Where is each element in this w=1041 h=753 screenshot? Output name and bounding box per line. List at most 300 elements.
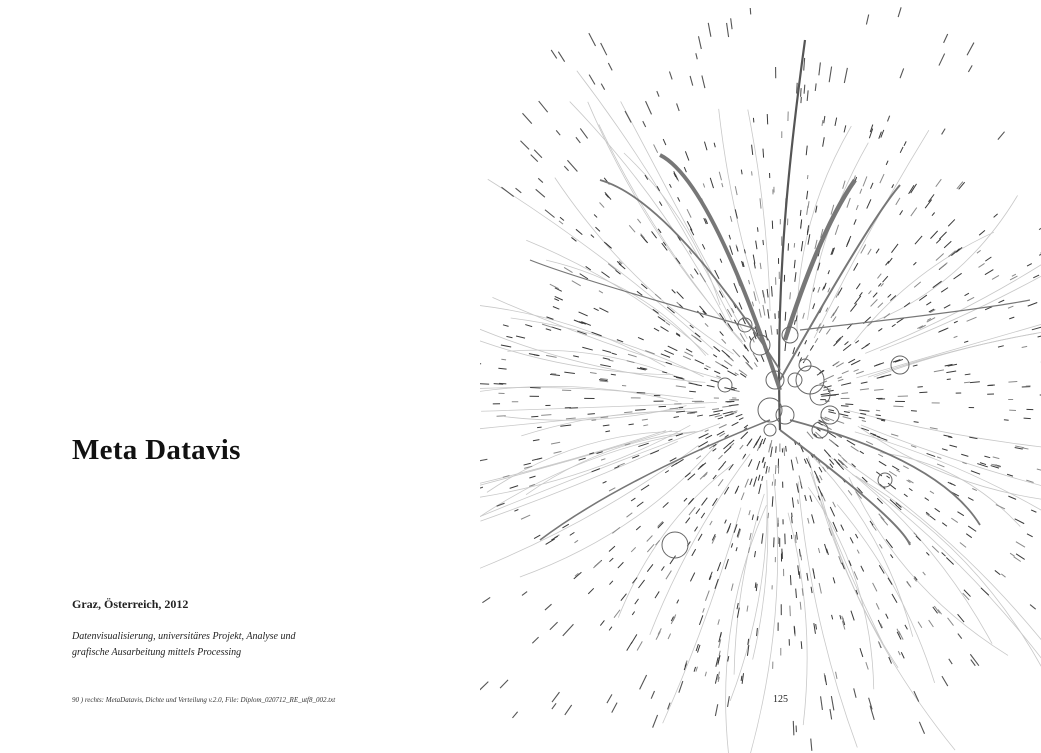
faint-curve <box>854 232 994 342</box>
density-dash <box>837 421 844 424</box>
faint-curve <box>808 456 955 750</box>
density-dash <box>735 186 737 195</box>
density-dash <box>834 306 839 314</box>
density-dash <box>719 424 727 428</box>
density-dash <box>771 325 772 334</box>
density-dash <box>822 120 823 126</box>
density-dash <box>855 534 857 538</box>
outer-dash <box>679 681 683 693</box>
density-dash <box>609 558 613 562</box>
density-dash <box>981 588 989 595</box>
faint-curve <box>874 327 1041 377</box>
node-circle <box>764 424 776 436</box>
density-dash <box>506 336 512 337</box>
density-dash <box>695 527 698 532</box>
outer-dash <box>550 622 558 630</box>
density-dash <box>808 518 809 524</box>
density-dash <box>930 231 937 239</box>
density-dash <box>501 359 506 360</box>
density-dash <box>1008 496 1016 499</box>
density-dash <box>985 270 993 275</box>
density-dash <box>752 515 753 520</box>
density-dash <box>992 275 999 279</box>
density-dash <box>792 497 793 507</box>
density-dash <box>800 602 801 610</box>
density-dash <box>654 328 659 331</box>
density-dash <box>993 457 1000 459</box>
density-dash <box>954 336 958 337</box>
outer-dash <box>958 634 962 639</box>
density-dash <box>609 488 615 491</box>
density-dash <box>629 225 635 232</box>
density-dash <box>566 418 576 419</box>
faint-curve <box>621 101 748 338</box>
density-dash <box>881 420 885 421</box>
outer-dash <box>801 88 802 97</box>
density-dash <box>873 293 877 298</box>
density-dash <box>901 652 904 658</box>
density-dash <box>724 360 732 366</box>
faint-curve <box>788 513 807 725</box>
density-dash <box>799 476 802 486</box>
outer-dash <box>536 189 545 197</box>
density-dash <box>870 183 873 189</box>
density-dash <box>823 137 825 146</box>
density-dash <box>796 589 797 598</box>
density-dash <box>1016 554 1025 560</box>
density-dash <box>663 502 669 507</box>
density-dash <box>944 241 951 248</box>
density-dash <box>643 425 648 426</box>
density-dash <box>609 627 612 631</box>
density-dash <box>730 216 732 222</box>
density-dash <box>911 208 917 216</box>
outer-dash <box>480 363 481 364</box>
density-dash <box>825 544 828 553</box>
density-dash <box>696 667 697 672</box>
density-dash <box>655 540 659 545</box>
density-dash <box>717 562 720 571</box>
outer-dash <box>998 132 1005 140</box>
density-dash <box>701 513 705 518</box>
density-dash <box>710 521 712 525</box>
density-dash <box>638 337 644 339</box>
outer-dash <box>545 604 552 610</box>
density-dash <box>757 227 758 231</box>
density-dash <box>859 410 869 411</box>
outer-dash <box>501 187 513 196</box>
faint-curve <box>480 424 720 546</box>
density-dash <box>796 532 797 540</box>
outer-dash <box>480 383 489 384</box>
density-dash <box>879 544 882 548</box>
density-dash <box>886 614 888 619</box>
density-dash <box>828 288 830 293</box>
density-dash <box>1022 346 1027 347</box>
density-dash <box>1009 317 1014 319</box>
density-dash <box>985 257 991 261</box>
density-dash <box>702 498 708 506</box>
density-dash <box>942 523 947 527</box>
faint-curve <box>810 472 882 643</box>
node-circle <box>810 385 830 405</box>
page-number: 125 <box>773 694 788 705</box>
faint-curve <box>726 505 767 753</box>
description-line: grafische Ausarbeitung mittels Processing <box>72 647 242 658</box>
density-dash <box>979 230 985 235</box>
density-dash <box>878 328 882 331</box>
density-dash <box>857 550 859 554</box>
outer-dash <box>821 696 823 710</box>
density-dash <box>951 518 957 522</box>
density-dash <box>904 494 908 497</box>
density-dash <box>698 534 702 541</box>
faint-curve <box>480 445 699 572</box>
density-dash <box>856 205 858 210</box>
density-dash <box>629 424 634 425</box>
density-dash <box>564 372 575 373</box>
figure-caption: 90 ) rechts: MetaDatavis, Dichte und Verteilung v.2.0, File: Diplom_020712_RE_utf8_002.txt <box>72 696 336 704</box>
density-dash <box>856 371 864 374</box>
density-dash <box>914 533 917 536</box>
density-dash <box>790 606 791 617</box>
density-dash <box>718 465 723 471</box>
density-dash <box>949 445 957 447</box>
density-dash <box>712 409 719 410</box>
density-dash <box>591 235 594 238</box>
density-dash <box>638 580 644 588</box>
density-dash <box>805 340 807 344</box>
density-dash <box>833 317 837 322</box>
outer-dash <box>702 75 705 88</box>
density-dash <box>936 179 942 187</box>
density-dash <box>711 380 719 382</box>
density-dash <box>662 372 667 373</box>
density-dash <box>796 457 798 464</box>
density-dash <box>705 672 706 677</box>
density-dash <box>877 498 882 503</box>
density-dash <box>571 237 576 241</box>
outer-dash <box>643 121 646 127</box>
density-dash <box>635 409 646 410</box>
density-dash <box>647 564 653 571</box>
density-dash <box>749 510 750 515</box>
outer-dash <box>830 709 832 719</box>
density-dash <box>905 625 908 630</box>
density-dash <box>813 568 815 578</box>
density-dash <box>916 536 921 541</box>
density-dash <box>925 498 929 501</box>
density-dash <box>842 371 849 374</box>
outer-dash <box>552 703 556 709</box>
density-dash <box>600 620 604 625</box>
density-dash <box>1022 448 1029 449</box>
density-dash <box>866 441 873 444</box>
density-dash <box>632 578 637 584</box>
density-dash <box>689 391 696 392</box>
density-dash <box>833 502 836 507</box>
density-dash <box>845 342 849 345</box>
outer-dash <box>522 592 527 596</box>
density-dash <box>741 432 748 439</box>
outer-dash <box>807 90 808 101</box>
density-dash <box>754 477 757 487</box>
density-dash <box>966 534 972 538</box>
density-dash <box>794 320 795 324</box>
outer-dash <box>1030 605 1036 610</box>
outer-dash <box>552 692 559 702</box>
density-dash <box>603 358 610 360</box>
density-dash <box>801 241 802 251</box>
density-dash <box>948 251 955 257</box>
outer-dash <box>866 14 868 24</box>
density-dash <box>551 374 556 375</box>
density-dash <box>841 383 851 385</box>
density-dash <box>764 462 765 468</box>
density-dash <box>960 542 966 547</box>
outer-dash <box>844 68 847 83</box>
density-dash <box>884 313 890 318</box>
density-dash <box>913 365 918 366</box>
density-dash <box>576 229 582 234</box>
density-dash <box>965 374 971 375</box>
density-dash <box>498 368 506 369</box>
faint-curve <box>650 454 750 635</box>
density-dash <box>785 342 786 351</box>
outer-dash <box>601 43 607 55</box>
density-dash <box>590 372 597 373</box>
density-dash <box>930 491 934 493</box>
faint-curve <box>730 480 767 701</box>
density-dash <box>722 406 731 407</box>
density-dash <box>998 346 1004 347</box>
density-dash <box>600 365 611 367</box>
outer-dash <box>939 54 945 66</box>
density-dash <box>661 354 670 358</box>
density-dash <box>718 619 719 624</box>
density-dash <box>958 614 965 622</box>
density-dash <box>744 344 748 351</box>
density-dash <box>722 365 728 369</box>
density-dash <box>608 264 616 270</box>
density-dash <box>821 394 829 395</box>
outer-dash <box>819 62 821 75</box>
density-dash <box>784 448 785 456</box>
density-dash <box>881 375 892 377</box>
faint-curve <box>852 474 1041 671</box>
density-dash <box>874 363 884 367</box>
density-dash <box>660 327 668 332</box>
density-dash <box>948 219 955 226</box>
outer-dash <box>811 739 812 751</box>
density-dash <box>1032 327 1041 330</box>
density-dash <box>763 240 764 245</box>
density-dash <box>838 379 843 381</box>
density-dash <box>820 475 823 480</box>
density-dash <box>722 183 723 187</box>
density-dash <box>694 269 698 275</box>
density-dash <box>603 425 610 426</box>
density-dash <box>631 498 635 501</box>
density-dash <box>745 479 749 488</box>
density-dash <box>855 296 861 304</box>
density-dash <box>840 615 841 619</box>
density-dash <box>532 458 542 460</box>
density-dash <box>696 456 701 459</box>
density-dash <box>881 130 884 138</box>
density-dash <box>843 181 845 189</box>
density-dash <box>560 217 564 220</box>
density-dash <box>618 562 624 568</box>
density-dash <box>718 656 720 665</box>
density-dash <box>605 431 610 432</box>
density-dash <box>699 615 702 625</box>
density-dash <box>739 418 743 420</box>
outer-dash <box>567 160 577 171</box>
faint-curve <box>748 110 770 311</box>
density-dash <box>877 274 881 279</box>
density-dash <box>600 379 608 380</box>
density-dash <box>932 212 935 215</box>
density-dash <box>768 309 769 318</box>
density-dash <box>725 559 728 569</box>
density-dash <box>843 344 851 350</box>
density-dash <box>873 583 877 592</box>
outer-dash <box>607 694 612 703</box>
density-dash <box>736 414 743 416</box>
density-dash <box>772 496 773 506</box>
density-dash <box>748 547 749 553</box>
density-dash <box>762 533 763 543</box>
outer-dash <box>565 705 572 715</box>
outer-dash <box>480 459 487 462</box>
density-dash <box>937 464 944 467</box>
density-dash <box>554 299 559 301</box>
density-dash <box>645 351 654 354</box>
density-dash <box>967 317 977 321</box>
density-dash <box>530 387 541 388</box>
outer-dash <box>640 675 647 689</box>
density-dash <box>550 374 560 375</box>
density-dash <box>861 244 866 253</box>
density-dash <box>749 280 750 284</box>
density-dash <box>798 500 799 504</box>
faint-curve <box>848 411 1041 455</box>
density-dash <box>842 393 849 394</box>
outer-dash <box>608 63 612 70</box>
outer-dash <box>797 83 798 94</box>
density-dash <box>834 361 840 365</box>
density-dash <box>808 234 810 244</box>
density-dash <box>755 551 756 557</box>
density-dash <box>824 116 825 123</box>
density-dash <box>656 631 660 639</box>
density-dash <box>588 588 593 594</box>
density-dash <box>574 540 578 542</box>
outer-dash <box>500 680 508 688</box>
density-dash <box>810 345 813 350</box>
density-dash <box>823 467 826 472</box>
outer-dash <box>564 166 568 171</box>
density-dash <box>766 466 767 474</box>
density-dash <box>800 210 801 216</box>
outer-dash <box>727 23 729 37</box>
density-dash <box>603 481 607 483</box>
density-dash <box>718 417 723 419</box>
density-dash <box>1001 574 1005 577</box>
density-dash <box>684 352 693 356</box>
outer-dash <box>708 23 711 37</box>
node-circle <box>878 473 892 487</box>
outer-dash <box>968 65 972 72</box>
density-dash <box>572 281 581 286</box>
density-dash <box>723 461 726 464</box>
density-dash <box>942 552 946 556</box>
density-dash <box>930 516 936 521</box>
density-dash <box>700 472 707 479</box>
density-dash <box>703 608 705 612</box>
density-dash <box>560 425 571 426</box>
page-title: Meta Datavis <box>72 434 241 466</box>
density-dash <box>917 387 922 388</box>
density-dash <box>697 415 703 416</box>
density-dash <box>635 599 639 604</box>
outer-dash <box>516 188 522 193</box>
density-dash <box>674 171 678 179</box>
density-dash <box>893 406 903 407</box>
density-dash <box>685 151 689 160</box>
density-dash <box>791 460 793 471</box>
density-dash <box>812 514 814 523</box>
density-dash <box>851 446 859 451</box>
density-dash <box>604 242 611 248</box>
density-dash <box>731 584 733 591</box>
density-dash <box>720 633 721 637</box>
density-dash <box>816 206 817 212</box>
density-dash <box>553 307 559 310</box>
density-dash <box>1024 418 1031 419</box>
density-dash <box>702 244 705 249</box>
density-dash <box>678 197 680 201</box>
outer-dash <box>512 712 517 718</box>
density-dash <box>753 255 755 264</box>
density-dash <box>761 355 764 361</box>
density-dash <box>900 147 903 153</box>
density-dash <box>659 202 662 206</box>
density-dash <box>742 673 743 684</box>
density-dash <box>896 198 900 205</box>
density-dash <box>795 272 796 282</box>
density-dash <box>892 594 897 603</box>
density-dash <box>718 479 723 486</box>
density-dash <box>832 615 833 620</box>
density-dash <box>881 517 888 525</box>
density-dash <box>998 300 1004 303</box>
outer-dash <box>520 141 529 150</box>
density-dash <box>799 571 800 578</box>
density-dash <box>892 466 899 470</box>
density-dash <box>695 360 704 364</box>
density-dash <box>862 420 866 421</box>
density-dash <box>860 189 862 194</box>
faint-curve <box>480 302 665 366</box>
density-dash <box>930 428 938 429</box>
outer-dash <box>612 703 617 713</box>
outer-dash <box>898 7 901 17</box>
density-dash <box>918 622 922 628</box>
outer-dash <box>651 691 654 699</box>
density-dash <box>714 143 715 148</box>
